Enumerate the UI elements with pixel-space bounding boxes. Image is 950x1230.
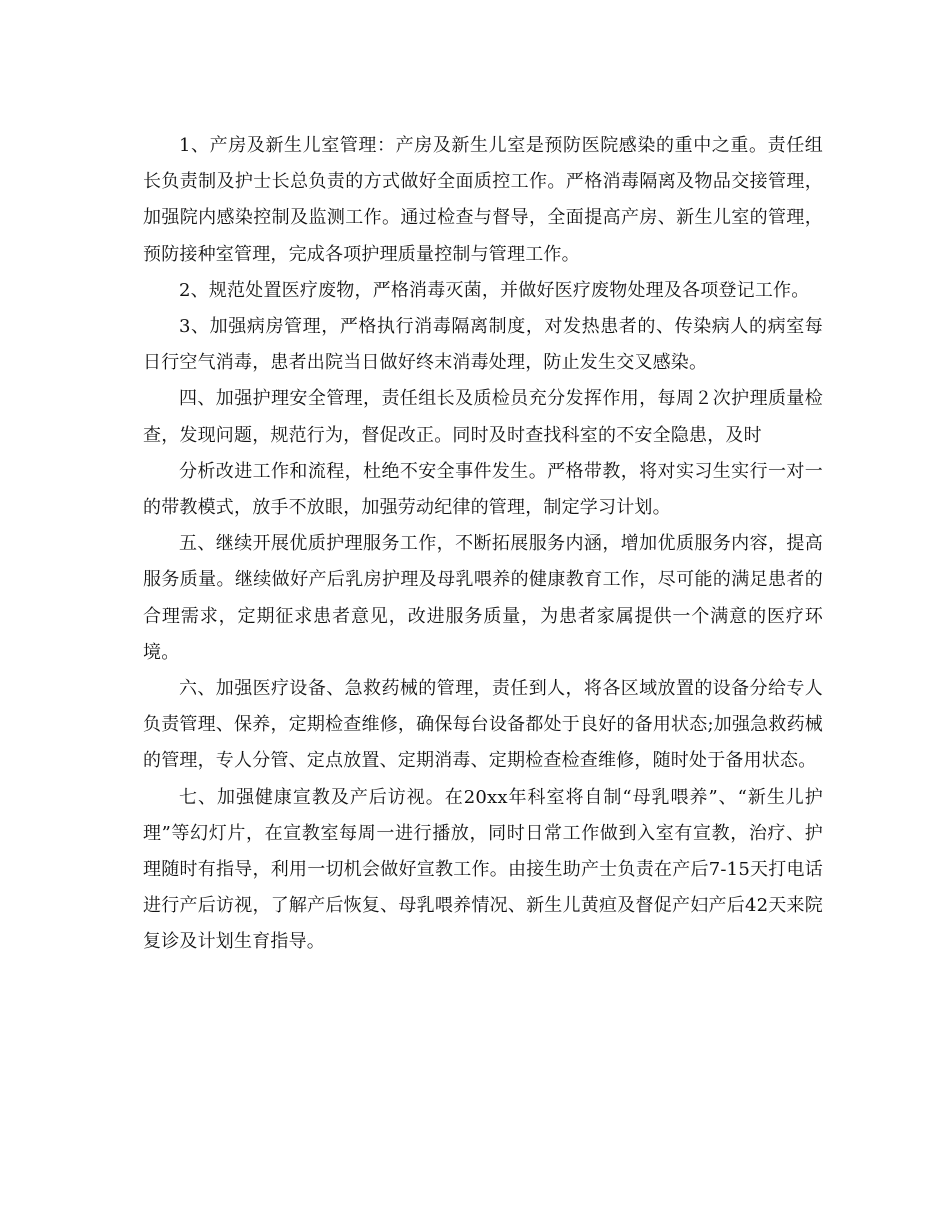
paragraph-1: 1、产房及新生儿室管理：产房及新生儿室是预防医院感染的重中之重。责任组长负责制及护士长总负责的方式做好全面质控工作。严格消毒隔离及物品交接管理，加强院内感染控制及监测工作。通过检查与督导，全面提高产房、新生儿室的管理，预防接种室管理，完成各项护理质量控制与管理工作。 <box>143 135 823 265</box>
document-body <box>143 128 823 961</box>
paragraph-3: 3、加强病房管理，严格执行消毒隔离制度，对发热患者的、传染病人的病室每日行空气消毒，患者出院当日做好终末消毒处理，防止发生交叉感染。 <box>143 316 823 374</box>
paragraph-7: 六、加强医疗设备、急救药械的管理，责任到人，将各区域放置的设备分给专人负责管理、保养，定期检查维修，确保每台设备都处于良好的备用状态;加强急救药械的管理，专人分管、定点放置、定期消毒、定期检查检查维修，随时处于备用状态。 <box>143 678 823 772</box>
paragraph-6: 五、继续开展优质护理服务工作，不断拓展服务内涵，增加优质服务内容，提高服务质量。继续做好产后乳房护理及母乳喂养的健康教育工作，尽可能的满足患者的合理需求，定期征求患者意见，改进服务质量，为患者家属提供一个满意的医疗环境。 <box>143 533 823 663</box>
paragraph-4: 四、加强护理安全管理，责任组长及质检员充分发挥作用，每周２次护理质量检查，发现问题，规范行为，督促改正。同时及时查找科室的不安全隐患，及时 <box>143 388 823 446</box>
paragraph-2: 2、规范处置医疗废物，严格消毒灭菌，并做好医疗废物处理及各项登记工作。 <box>179 279 810 301</box>
paragraph-5: 分析改进工作和流程，杜绝不安全事件发生。严格带教，将对实习生实行一对一的带教模式，放手不放眼，加强劳动纪律的管理，制定学习计划。 <box>143 460 823 519</box>
paragraph-8: 七、加强健康宣教及产后访视。在20xx年科室将自制“母乳喂养”、“新生儿护理”等幻灯片，在宣教室每周一进行播放，同时日常工作做到入室有宣教，治疗、护理随时有指导，利用一切机会做好宣教工作。由接生助产士负责在产后7-15天打电话进行产后访视，了解产后恢复、母乳喂养情况、新生儿黄疸及督促产妇产后42天来院复诊及计划生育指导。 <box>143 786 823 953</box>
